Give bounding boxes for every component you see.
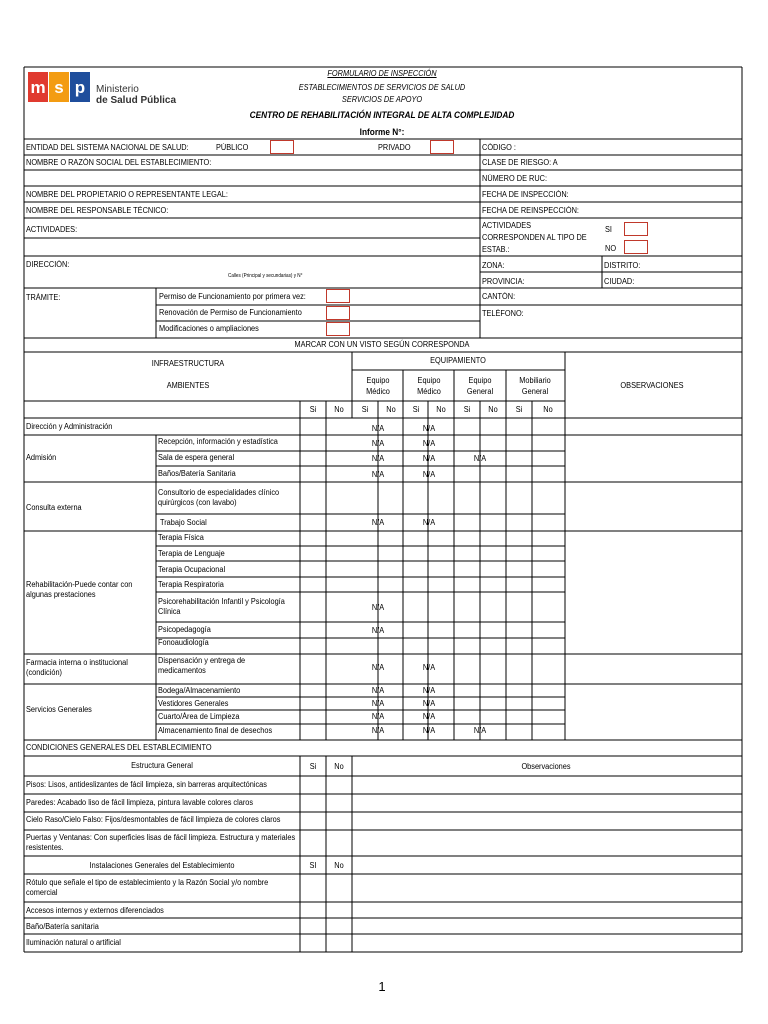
ministry-name-line1: Ministerio <box>96 84 139 95</box>
group-label: Dirección y Administración <box>26 422 113 431</box>
general-structure-header: Estructura General <box>131 761 193 770</box>
city-label: CIUDAD: <box>604 277 635 286</box>
modifications-checkbox[interactable] <box>326 322 350 336</box>
general-equipment-line1: Equipo <box>468 376 492 385</box>
address-hint: Calles (Principal y secundarias) y N° <box>228 273 303 279</box>
private-checkbox[interactable] <box>430 140 454 154</box>
na-cell: N/A <box>422 712 436 721</box>
modifications-label: Modificaciones o ampliaciones <box>159 324 259 333</box>
na-cell: N/A <box>473 726 487 735</box>
col-no: No <box>334 405 344 414</box>
msp-logo <box>28 72 90 102</box>
item-label: Terapia Respiratoria <box>158 580 224 589</box>
na-cell: N/A <box>371 712 385 721</box>
col-no: No <box>386 405 396 414</box>
item-label: Sala de espera general <box>158 453 235 462</box>
na-cell: N/A <box>422 454 436 463</box>
na-cell: N/A <box>422 518 436 527</box>
installations-no-header: No <box>334 861 344 870</box>
installation-item: Iluminación natural o artificial <box>26 938 121 947</box>
item-label: Psicorehabilitación Infantil y Psicología Clínica <box>158 597 285 616</box>
col-no: No <box>488 405 498 414</box>
na-cell: N/A <box>371 726 385 735</box>
district-label: DISTRITO: <box>604 261 641 270</box>
na-cell: N/A <box>371 439 385 448</box>
col-si: Si <box>361 405 369 414</box>
general-equipment-line2: General <box>466 387 494 396</box>
ruc-label: NÚMERO DE RUC: <box>482 174 548 183</box>
mark-instruction: MARCAR CON UN VISTO SEGÚN CORRESPONDA <box>294 340 470 349</box>
group-label: Rehabilitación-Puede contar con algunas prestaciones <box>26 580 133 599</box>
zone-label: ZONA: <box>482 261 505 270</box>
public-checkbox[interactable] <box>270 140 294 154</box>
general-furniture-line1: Mobiliario <box>519 376 551 385</box>
installation-item: Baño/Batería sanitaria <box>26 922 99 931</box>
business-name-label: NOMBRE O RAZÓN SOCIAL DEL ESTABLECIMIENTO: <box>26 158 212 167</box>
na-cell: N/A <box>422 439 436 448</box>
item-label: Terapia de Lenguaje <box>158 549 225 558</box>
na-cell: N/A <box>422 726 436 735</box>
private-label: PRIVADO <box>378 143 411 152</box>
installation-item: Accesos internos y externos diferenciados <box>26 906 164 915</box>
structure-item: Puertas y Ventanas: Con superficies lisas de fácil limpieza. Estructura y materiales resistentes. <box>26 833 296 852</box>
subtitle-establishments: ESTABLECIMIENTOS DE SERVICIOS DE SALUD <box>298 83 466 92</box>
activities-no-label: NO <box>605 244 617 253</box>
na-cell: N/A <box>422 699 436 708</box>
subtitle-services: SERVICIOS DE APOYO <box>341 95 423 104</box>
general-conditions-title: CONDICIONES GENERALES DEL ESTABLECIMIENTO <box>26 743 212 752</box>
observations-header: OBSERVACIONES <box>620 381 684 390</box>
installations-header: Instalaciones Generales del Establecimiento <box>89 861 235 870</box>
group-label: Servicios Generales <box>26 705 92 714</box>
activities-correspond-line3: ESTAB.: <box>482 245 510 254</box>
phone-label: TELÉFONO: <box>482 309 524 318</box>
item-label: Trabajo Social <box>160 518 207 527</box>
renewal-label: Renovación de Permiso de Funcionamiento <box>159 308 302 317</box>
svg-text:p: p <box>74 78 86 97</box>
public-label: PÚBLICO <box>216 143 249 152</box>
na-cell: N/A <box>371 699 385 708</box>
first-permit-label: Permiso de Funcionamiento por primera vez: <box>159 292 306 301</box>
canton-label: CANTÓN: <box>482 292 516 301</box>
item-label: Almacenamiento final de desechos <box>158 726 273 735</box>
item-label: Terapia Ocupacional <box>158 565 226 574</box>
inspection-date-label: FECHA DE INSPECCIÓN: <box>482 190 569 199</box>
item-label: Dispensación y entrega de medicamentos <box>158 656 246 675</box>
svg-text:s: s <box>54 78 64 97</box>
structure-item: Cielo Raso/Cielo Falso: Fijos/desmontables de fácil limpieza de colores claros <box>26 815 281 824</box>
col-si: Si <box>463 405 471 414</box>
item-label: Fonoaudiología <box>158 638 209 647</box>
item-label: Consultorio de especialidades clínico quirúrgicos (con lavabo) <box>158 488 280 507</box>
col-no: No <box>436 405 446 414</box>
svg-text:m: m <box>30 78 46 97</box>
report-number-label: Informe N°: <box>359 127 405 137</box>
structure-no-header: No <box>334 762 344 771</box>
col-si: Si <box>412 405 420 414</box>
na-cell: N/A <box>371 663 385 672</box>
na-cell: N/A <box>422 470 436 479</box>
item-label: Psicopedagogía <box>158 625 211 634</box>
na-cell: N/A <box>422 686 436 695</box>
activities-correspond-line2: CORRESPONDEN AL TIPO DE <box>482 233 587 242</box>
medical-equipment-2-line2: Médico <box>417 387 441 396</box>
col-si: Si <box>515 405 523 414</box>
medical-equipment-2-line1: Equipo <box>417 376 441 385</box>
na-cell: N/A <box>422 663 436 672</box>
installation-item: Rótulo que señale el tipo de establecimiento y la Razón Social y/o nombre comercial <box>26 878 269 897</box>
form-title: FORMULARIO DE INSPECCIÓN <box>327 69 437 78</box>
activities-yes-checkbox[interactable] <box>624 222 648 236</box>
na-cell: N/A <box>371 518 385 527</box>
structure-observations-header: Observaciones <box>521 762 571 771</box>
technical-manager-label: NOMBRE DEL RESPONSABLE TÉCNICO: <box>26 206 169 215</box>
risk-class-label: CLASE DE RIESGO: A <box>482 158 558 167</box>
item-label: Bodega/Almacenamiento <box>158 686 241 695</box>
reinspection-date-label: FECHA DE REINSPECCIÓN: <box>482 206 579 215</box>
structure-item: Pisos: Lisos, antideslizantes de fácil limpieza, sin barreras arquitectónicas <box>26 780 267 789</box>
na-cell: N/A <box>371 626 385 635</box>
entity-label: ENTIDAD DEL SISTEMA NACIONAL DE SALUD: <box>26 143 189 152</box>
group-label: Consulta externa <box>26 503 82 512</box>
item-label: Terapia Física <box>158 533 204 542</box>
group-label: Admisión <box>26 453 57 462</box>
ministry-name-line2: de Salud Pública <box>96 95 177 106</box>
owner-label: NOMBRE DEL PROPIETARIO O REPRESENTANTE LEGAL: <box>26 190 228 199</box>
medical-equipment-1-line2: Médico <box>366 387 390 396</box>
item-label: Vestidores Generales <box>158 699 229 708</box>
first-permit-checkbox[interactable] <box>326 289 350 303</box>
activities-yes-label: SI <box>605 225 612 234</box>
installations-si-header: SI <box>309 861 317 870</box>
page-number: 1 <box>378 979 386 994</box>
na-cell: N/A <box>422 424 436 433</box>
general-furniture-line2: General <box>521 387 549 396</box>
item-label: Cuarto/Área de Limpieza <box>158 712 240 721</box>
infrastructure-header: INFRAESTRUCTURA <box>151 359 225 368</box>
col-no: No <box>543 405 553 414</box>
structure-si-header: Si <box>309 762 317 771</box>
activities-correspond-line1: ACTIVIDADES <box>482 221 532 230</box>
group-label: Farmacia interna o institucional (condición) <box>26 658 128 677</box>
environments-header: AMBIENTES <box>166 381 210 390</box>
na-cell: N/A <box>371 470 385 479</box>
col-si: Si <box>309 405 317 414</box>
na-cell: N/A <box>371 454 385 463</box>
item-label: Recepción, información y estadística <box>158 437 278 446</box>
activities-no-checkbox[interactable] <box>624 240 648 254</box>
renewal-checkbox[interactable] <box>326 306 350 320</box>
address-label: DIRECCIÓN: <box>26 260 70 269</box>
center-title: CENTRO DE REHABILITACIÓN INTEGRAL DE ALTA COMPLEJIDAD <box>249 110 515 120</box>
structure-item: Paredes: Acabado liso de fácil limpieza, pintura lavable colores claros <box>26 798 254 807</box>
na-cell: N/A <box>473 454 487 463</box>
procedure-label: TRÁMITE: <box>26 293 61 302</box>
activities-label: ACTIVIDADES: <box>26 225 78 234</box>
equipment-header: EQUIPAMIENTO <box>430 356 486 365</box>
na-cell: N/A <box>371 424 385 433</box>
province-label: PROVINCIA: <box>482 277 525 286</box>
item-label: Baños/Batería Sanitaria <box>158 469 236 478</box>
na-cell: N/A <box>371 686 385 695</box>
na-cell: N/A <box>371 603 385 612</box>
medical-equipment-1-line1: Equipo <box>366 376 390 385</box>
code-label: CÓDIGO : <box>482 143 516 152</box>
